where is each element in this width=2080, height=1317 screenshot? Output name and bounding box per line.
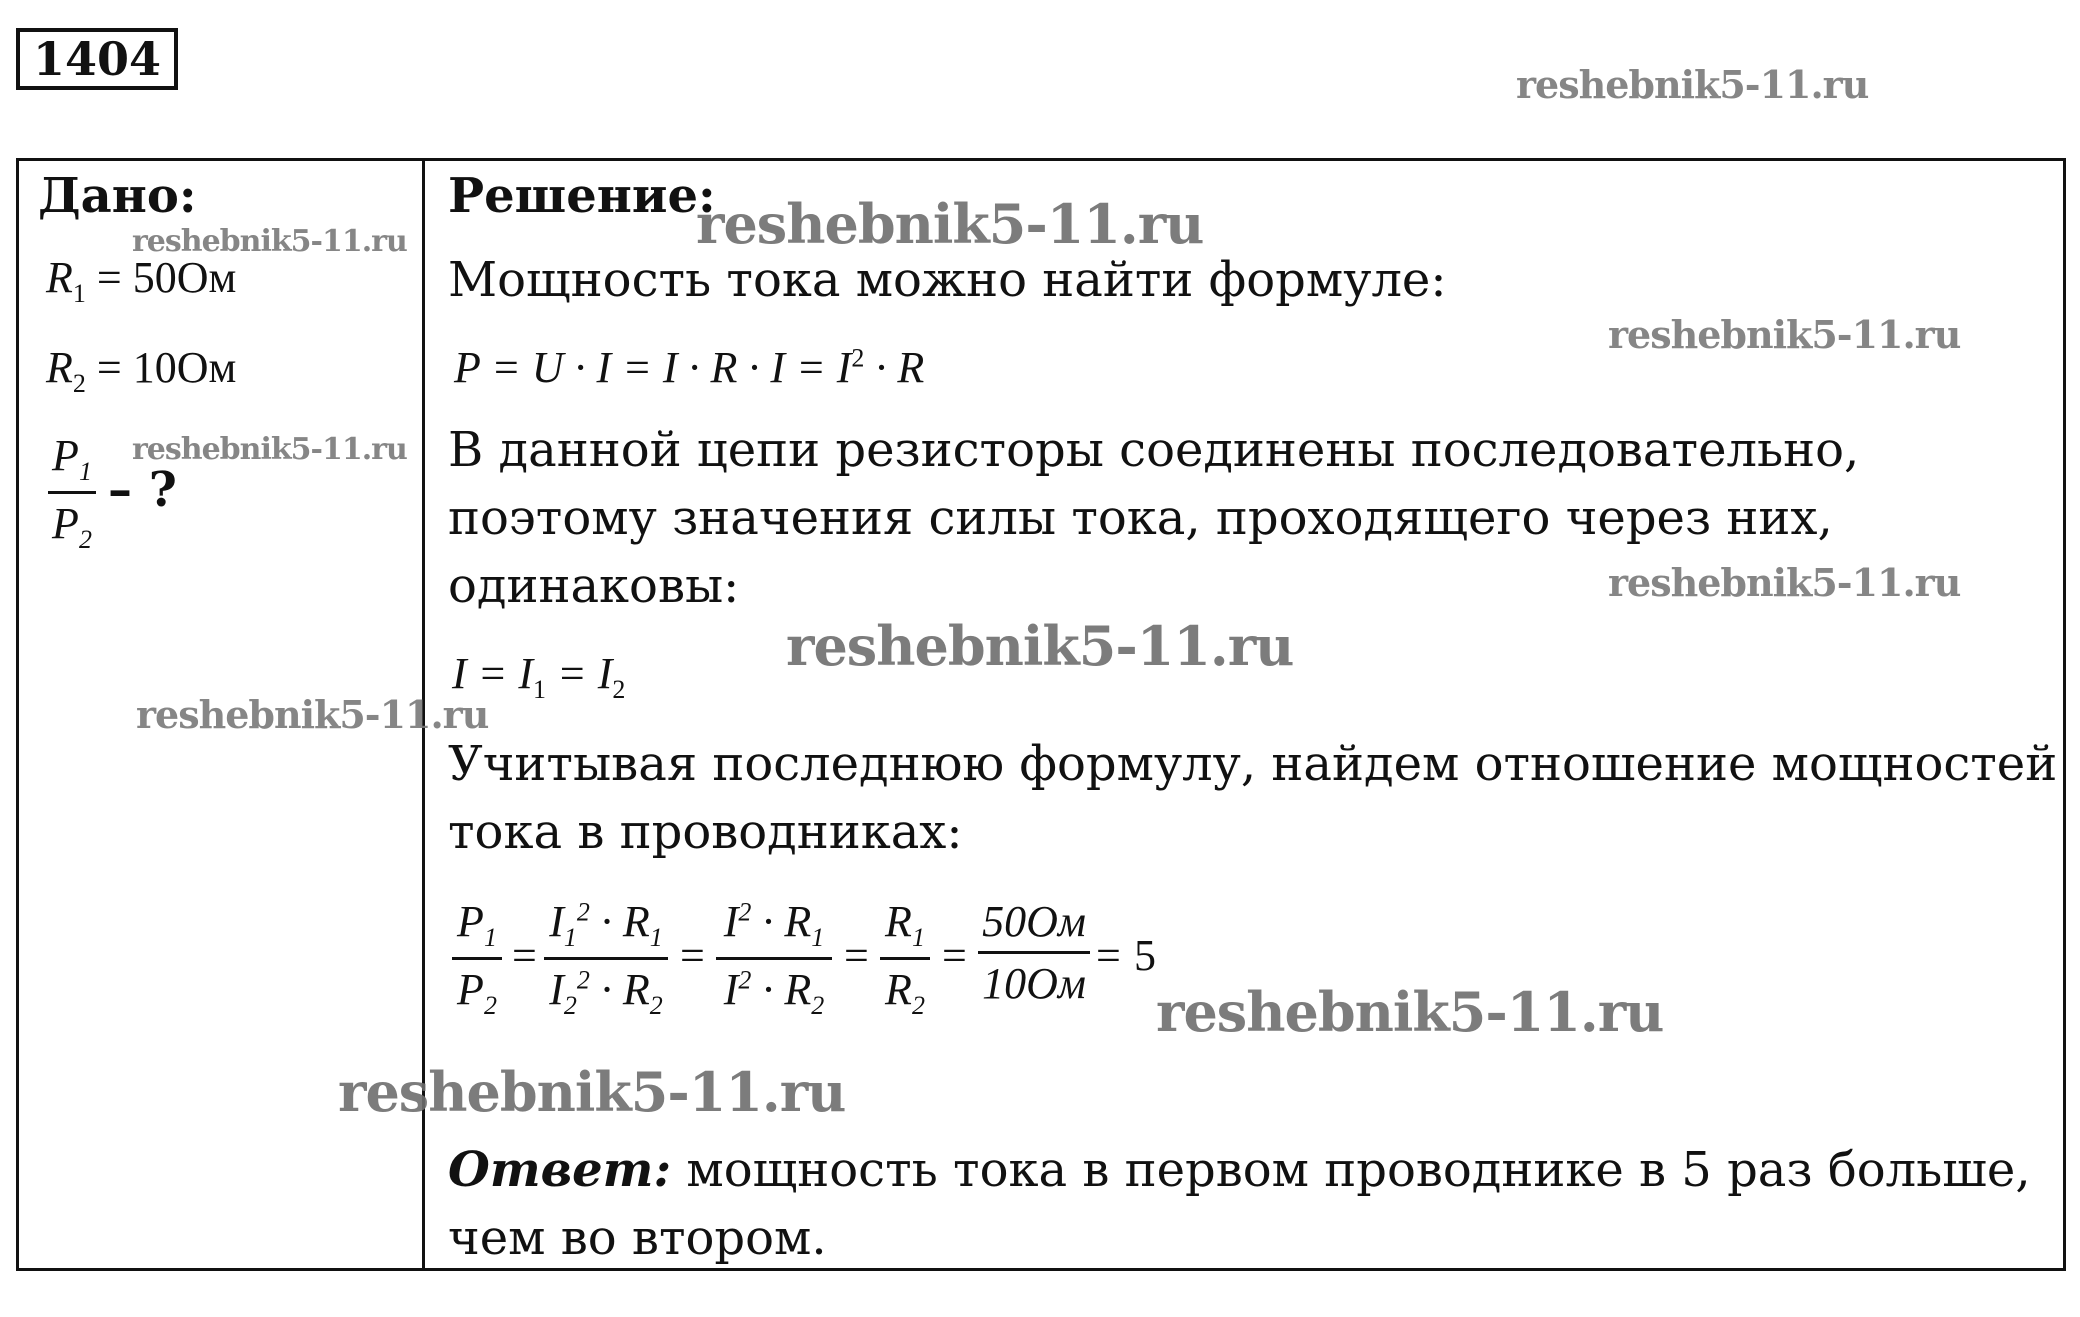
- problem-number: 1404: [16, 28, 178, 90]
- formula-power: $P = U \cdot I = I \cdot R \cdot I = I^2 \cdot R$: [454, 343, 925, 392]
- watermark: reshebnik5-11.ru: [1608, 312, 1961, 357]
- solution-para2-line3: одинаковы:: [448, 558, 740, 614]
- ratio-fraction-1: $P_1$ $P_2$: [452, 896, 502, 1021]
- ratio-fraction-4: $R_1$ $R_2$: [880, 896, 930, 1021]
- solution-para3-line1: Учитывая последнюю формулу, найдем отношение мощностей: [448, 736, 2058, 792]
- given-r2: $R_2 = 10Ом$: [46, 343, 237, 398]
- ratio-equals-5: =: [1096, 931, 1121, 980]
- answer-line1: [448, 1142, 2031, 1198]
- ratio-equals-1: =: [512, 931, 537, 980]
- answer-line2: чем во втором.: [448, 1210, 827, 1266]
- ratio-fraction-3: $I^2 \cdot R_1$ $I^2 \cdot R_2$: [716, 896, 832, 1021]
- ratio-equals-2: =: [680, 931, 705, 980]
- watermark: reshebnik5-11.ru: [1156, 980, 1664, 1044]
- answer-label: Ответ:: [448, 1142, 672, 1198]
- given-find-fraction: $P_1$ $P_2$: [48, 430, 96, 555]
- watermark: reshebnik5-11.ru: [786, 614, 1294, 678]
- ratio-result: 5: [1134, 931, 1156, 980]
- solution-line1: Мощность тока можно найти формуле:: [448, 252, 1447, 308]
- solution-para3-line2: тока в проводниках:: [448, 804, 963, 860]
- solution-para2-line2: поэтому значения силы тока, проходящего через них,: [448, 490, 1833, 546]
- given-header: Дано:: [38, 168, 197, 224]
- watermark: reshebnik5-11.ru: [1608, 560, 1961, 605]
- answer-text-1: мощность тока в первом проводнике в 5 раз больше,: [671, 1142, 2031, 1198]
- given-r1: $R_1 = 50Ом$: [46, 253, 237, 308]
- given-find-question: – ?: [108, 462, 177, 518]
- ratio-equals-4: =: [942, 931, 967, 980]
- solution-header: Решение:: [448, 168, 716, 224]
- watermark: reshebnik5-11.ru: [1516, 62, 1869, 107]
- watermark: reshebnik5-11.ru: [136, 692, 489, 737]
- watermark: reshebnik5-11.ru: [338, 1060, 846, 1124]
- watermark: reshebnik5-11.ru: [132, 432, 407, 467]
- ratio-fraction-2: $I_1^2 \cdot R_1$ $I_2^2 \cdot R_2$: [544, 896, 668, 1021]
- solution-para2-line1: В данной цепи резисторы соединены последовательно,: [448, 422, 1860, 478]
- watermark: reshebnik5-11.ru: [132, 224, 407, 259]
- ratio-equals-3: =: [844, 931, 869, 980]
- ratio-fraction-5: 50Ом 10Ом: [978, 896, 1090, 1009]
- watermark: reshebnik5-11.ru: [696, 192, 1204, 256]
- formula-current-equal: $I = I_1 = I_2$: [452, 649, 626, 704]
